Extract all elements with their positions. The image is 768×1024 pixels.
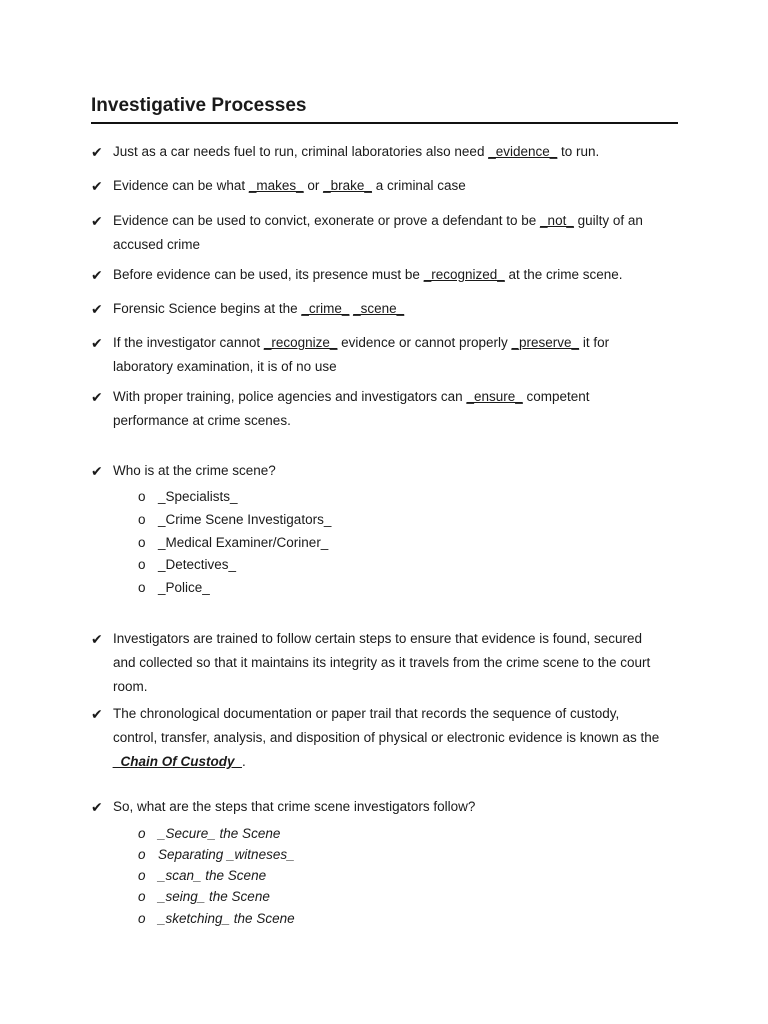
fill-blank: _ensure_ <box>466 389 523 404</box>
fill-blank: _brake_ <box>323 178 372 193</box>
check-mark-icon: ✔ <box>91 178 103 194</box>
check-mark-icon: ✔ <box>91 267 103 283</box>
bullet-item-who-question: ✔ Who is at the crime scene? <box>91 459 681 483</box>
circle-bullet-icon: o <box>138 911 146 926</box>
list-item: o _Medical Examiner/Coriner_ <box>138 532 328 554</box>
fill-blank: _not_ <box>540 213 574 228</box>
bullet-item-proper-training: ✔ With proper training, police agencies and investigators can _ensure_ competent performance at crime scenes. <box>91 385 681 433</box>
fill-blank: _preserve_ <box>511 335 580 350</box>
check-mark-icon: ✔ <box>91 463 103 479</box>
bullet-item-trained-steps: ✔ Investigators are trained to follow certain steps to ensure that evidence is found, secured and collected so that it maintains its integrity as it travels from the crime scene to the court room. <box>91 627 681 699</box>
bullet-item-recognized: ✔ Before evidence can be used, its presence must be _recognized_ at the crime scene. <box>91 263 681 287</box>
list-item: o _Specialists_ <box>138 486 238 508</box>
circle-bullet-icon: o <box>138 889 146 904</box>
circle-bullet-icon: o <box>138 580 146 595</box>
list-item: o _scan_ the Scene <box>138 865 266 887</box>
check-mark-icon: ✔ <box>91 301 103 317</box>
page-title: Investigative Processes <box>91 94 678 124</box>
check-mark-icon: ✔ <box>91 213 103 229</box>
bullet-item-fuel: ✔ Just as a car needs fuel to run, criminal laboratories also need _evidence_ to run. <box>91 140 681 164</box>
circle-bullet-icon: o <box>138 489 146 504</box>
bullet-item-convict: ✔ Evidence can be used to convict, exonerate or prove a defendant to be _not_ guilty of an accused crime <box>91 209 681 257</box>
list-item: o _Secure_ the Scene <box>138 823 280 845</box>
bullet-item-chain-of-custody: ✔ The chronological documentation or paper trail that records the sequence of custody, control, transfer, analysis, and disposition of physical or electronic evidence is known as the _Chain Of Custody_. <box>91 702 681 774</box>
list-item: o _Police_ <box>138 577 210 599</box>
check-mark-icon: ✔ <box>91 389 103 405</box>
check-mark-icon: ✔ <box>91 631 103 647</box>
circle-bullet-icon: o <box>138 847 146 862</box>
fill-blank: _scene_ <box>353 301 405 316</box>
fill-blank: _Chain Of Custody_ <box>113 754 243 769</box>
fill-blank: _recognized_ <box>423 267 505 282</box>
list-item: o _seing_ the Scene <box>138 886 270 908</box>
circle-bullet-icon: o <box>138 535 146 550</box>
check-mark-icon: ✔ <box>91 335 103 351</box>
bullet-item-makes-brake: ✔ Evidence can be what _makes_ or _brake_ a criminal case <box>91 174 681 198</box>
list-item: o Separating _witneses_ <box>138 844 295 866</box>
check-mark-icon: ✔ <box>91 799 103 815</box>
circle-bullet-icon: o <box>138 512 146 527</box>
bullet-item-investigator-recognize: ✔ If the investigator cannot _recognize_ evidence or cannot properly _preserve_ it for laboratory examination, it is of no use <box>91 331 681 379</box>
list-item: o _sketching_ the Scene <box>138 908 295 930</box>
circle-bullet-icon: o <box>138 557 146 572</box>
fill-blank: _evidence_ <box>488 144 558 159</box>
check-mark-icon: ✔ <box>91 144 103 160</box>
circle-bullet-icon: o <box>138 826 146 841</box>
fill-blank: _crime_ <box>301 301 350 316</box>
fill-blank: _makes_ <box>248 178 304 193</box>
list-item: o _Detectives_ <box>138 554 236 576</box>
circle-bullet-icon: o <box>138 868 146 883</box>
bullet-item-forensic-science: ✔ Forensic Science begins at the _crime_ _scene_ <box>91 297 681 321</box>
check-mark-icon: ✔ <box>91 706 103 722</box>
list-item: o _Crime Scene Investigators_ <box>138 509 331 531</box>
bullet-item-steps-question: ✔ So, what are the steps that crime scene investigators follow? <box>91 795 681 819</box>
fill-blank: _recognize_ <box>263 335 338 350</box>
